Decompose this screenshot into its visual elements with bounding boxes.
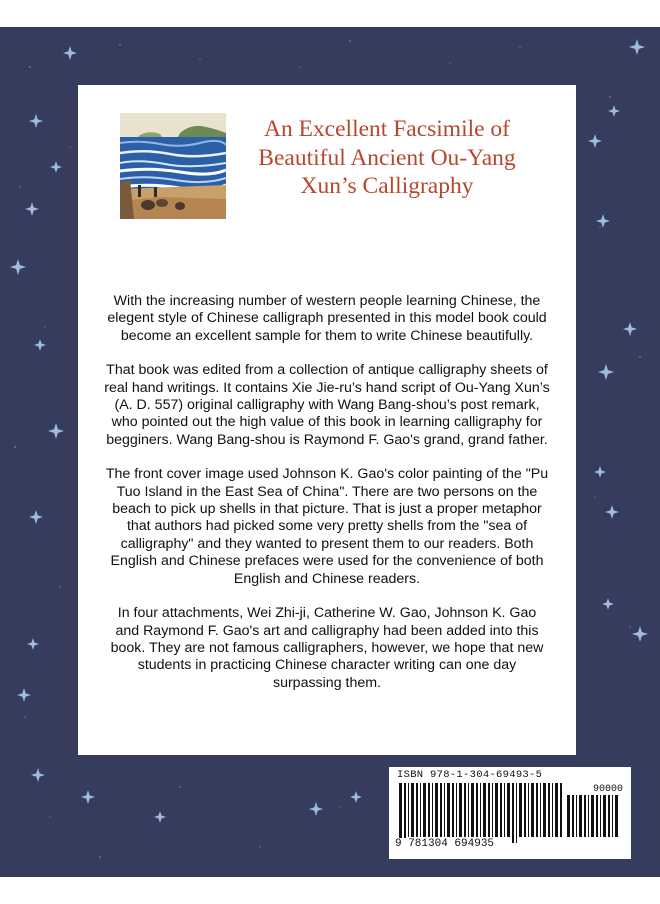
barcode-bar <box>435 783 438 837</box>
paragraph-3: The front cover image used Johnson K. Gao's color painting of the "Pu Tuo Island in the East Sea of China". There are two persons on the beach to pick up shells in that picture. That is just a proper metaphor that authors had picked some very pretty shells from the "sea of calligraphy" and they wanted to present them to our readers. Both English and Chinese prefaces were used for the convenience of both English and Chinese readers. <box>105 466 549 587</box>
cover-painting-thumbnail <box>120 113 226 219</box>
barcode-bar <box>600 795 601 837</box>
barcode-bar <box>543 783 546 837</box>
barcode-bar <box>411 783 414 837</box>
barcode-bar <box>471 783 474 837</box>
barcode-bar <box>596 795 598 837</box>
barcode-bar <box>507 783 510 837</box>
barcode-bar <box>519 783 522 837</box>
barcode-bar <box>495 783 498 837</box>
back-cover <box>0 27 660 877</box>
barcode-bar <box>420 783 421 837</box>
barcode-bar <box>480 783 481 837</box>
barcode-bar <box>432 783 433 837</box>
barcode-bar <box>612 795 613 837</box>
barcode-bar <box>459 783 462 837</box>
barcode-bar <box>576 795 577 837</box>
barcode-bar <box>603 795 606 837</box>
barcode-bar <box>615 795 618 837</box>
text-panel <box>78 85 576 755</box>
barcode-bar <box>516 783 517 843</box>
barcode-bar <box>416 783 418 837</box>
barcode-bar <box>456 783 457 837</box>
barcode-bar <box>408 783 409 837</box>
barcode-bar <box>567 795 570 837</box>
barcode-bar <box>588 795 589 837</box>
barcode-bar <box>512 783 514 843</box>
isbn-barcode <box>389 767 631 859</box>
paragraph-4: In four attachments, Wei Zhi-ji, Catherine W. Gao, Johnson K. Gao and Raymond F. Gao's art and calligraphy had been added into this book. They are not famous calligraphers, however, we hope that new students in practicing Chinese character writing can one day surpassing them. <box>110 605 544 691</box>
description-text <box>104 293 550 709</box>
barcode-bar <box>428 783 430 837</box>
barcode-bar <box>579 795 582 837</box>
barcode-bar <box>447 783 450 837</box>
barcode-bar <box>572 795 574 837</box>
barcode-bar <box>492 783 493 837</box>
barcode-bar <box>584 795 586 837</box>
barcode-bar <box>528 783 529 837</box>
barcode-bar <box>464 783 466 837</box>
barcode-bar <box>608 795 610 837</box>
barcode-bar <box>504 783 505 837</box>
barcode-bar <box>540 783 541 837</box>
ean-digits: 9 781304 694935 <box>395 838 495 850</box>
barcode-addon-bars <box>567 795 621 843</box>
barcode-bar <box>548 783 550 837</box>
barcode-bar <box>524 783 526 837</box>
barcode-bar <box>531 783 534 837</box>
barcode-bar <box>500 783 502 837</box>
barcode-bar <box>483 783 486 837</box>
barcode-bar <box>399 783 402 843</box>
barcode-bar <box>440 783 442 837</box>
barcode-bar <box>552 783 553 837</box>
barcode-bar <box>468 783 469 837</box>
barcode-bar <box>555 783 558 837</box>
barcode-bar <box>404 783 406 843</box>
paragraph-2: That book was edited from a collection of antique calligraphy sheets of real hand writings. It contains Xie Jie-ru’s hand script of Ou-Yang Xun’s (A. D. 557) original calligraphy with Wang Bang-shou’s post remark, who pointed out the high value of this book in learning calligraphy for begginers. Wang Bang-shou is Raymond F. Gao's grand, grand father. <box>104 362 550 448</box>
barcode-bar <box>423 783 426 837</box>
price-code: 90000 <box>592 784 623 795</box>
barcode-bar <box>476 783 478 837</box>
isbn-label: ISBN 978-1-304-69493-5 <box>397 769 543 781</box>
barcode-bar <box>488 783 490 837</box>
barcode-main-bars <box>399 783 565 843</box>
barcode-bar <box>560 783 562 837</box>
barcode-bar <box>536 783 538 837</box>
barcode-bar <box>444 783 445 837</box>
barcode-bar <box>591 795 594 837</box>
barcode-bar <box>452 783 454 837</box>
paragraph-1: With the increasing number of western people learning Chinese, the elegent style of Chinese calligraph presented in this model book could become an excellent sample for them to write Chinese beautifully. <box>107 293 547 344</box>
book-title: An Excellent Facsimile of Beautiful Ancient Ou-Yang Xun’s Calligraphy <box>258 116 516 199</box>
